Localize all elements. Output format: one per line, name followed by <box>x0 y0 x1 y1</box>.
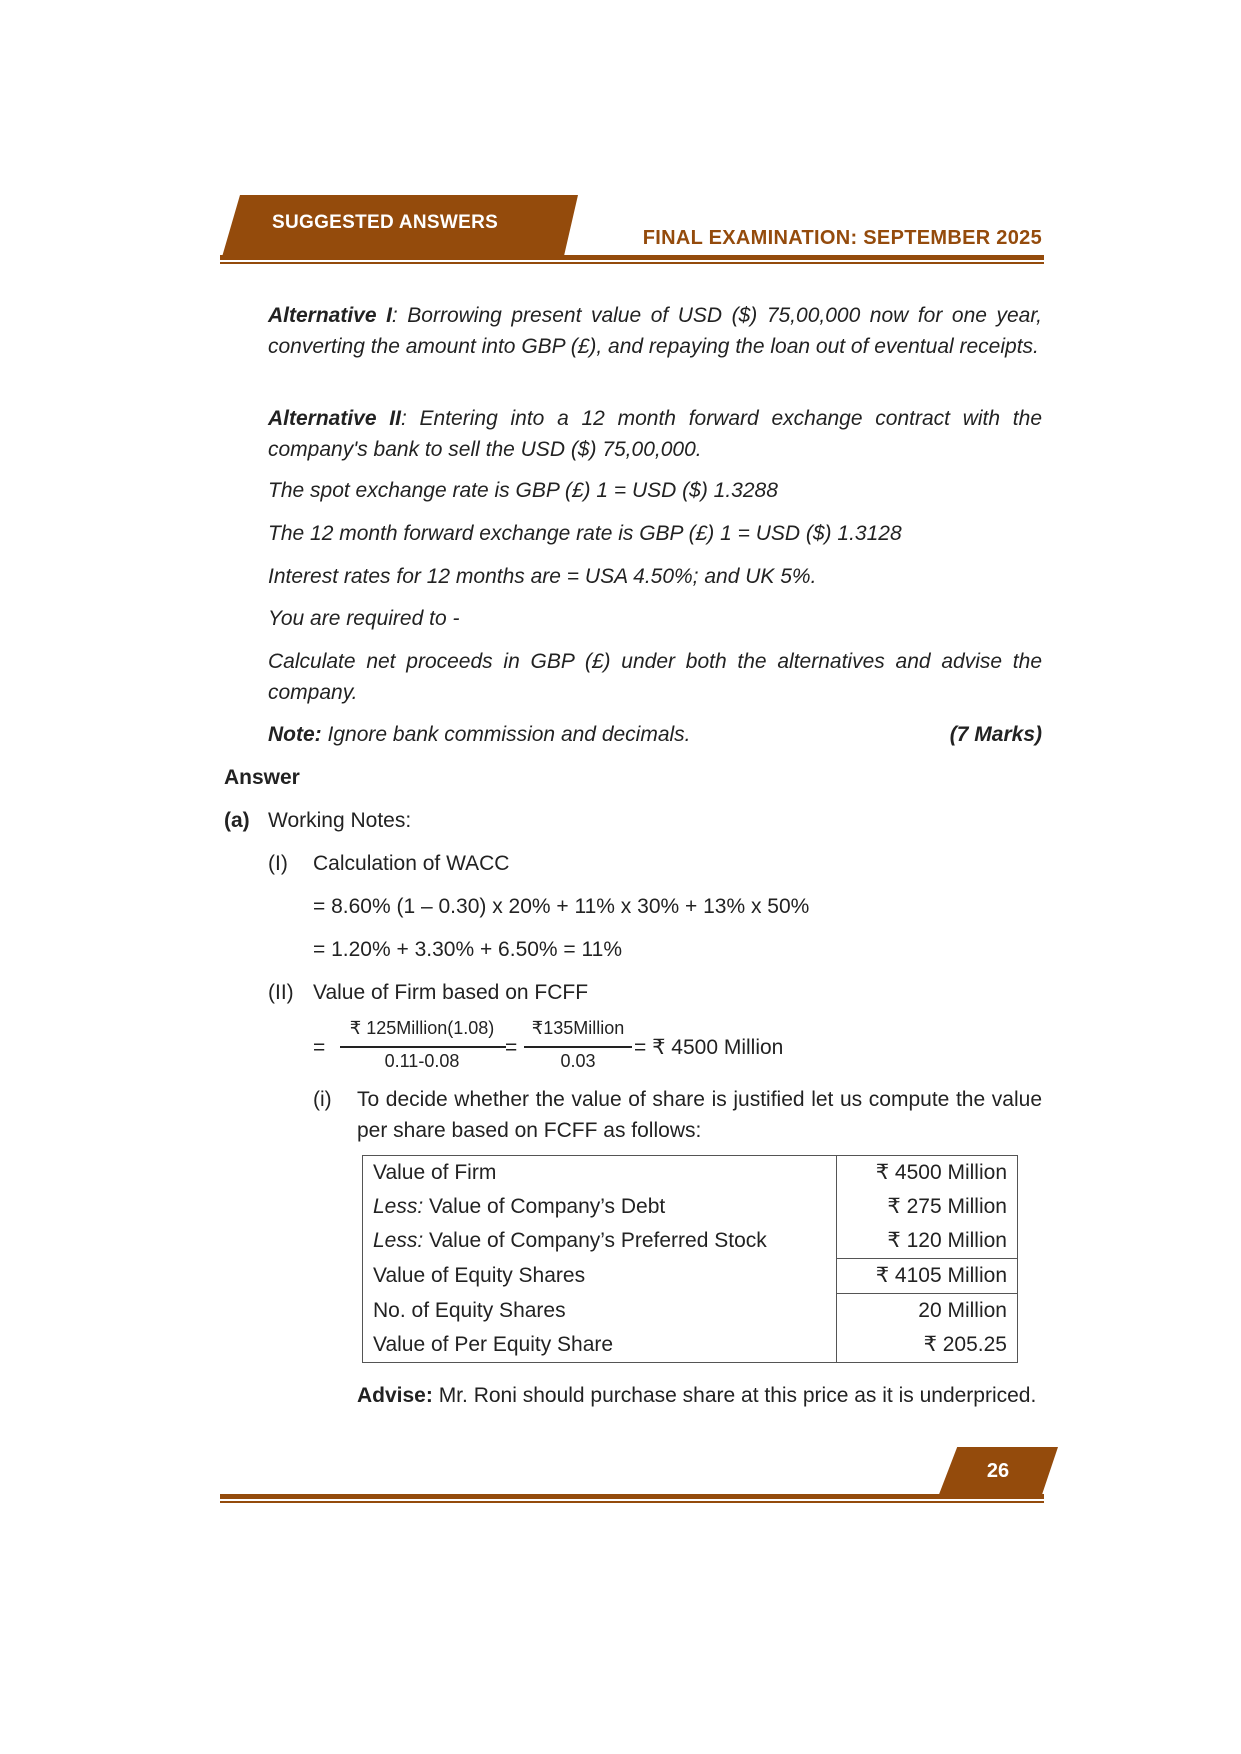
sub-number: (i) <box>313 1088 332 1111</box>
working-notes: Working Notes: <box>268 809 412 832</box>
marks: (7 Marks) <box>949 723 1042 746</box>
fraction-1-bar <box>340 1046 506 1048</box>
header-rule <box>220 255 1044 260</box>
valuation-table <box>362 1155 1018 1363</box>
exam-title: FINAL EXAMINATION: SEPTEMBER 2025 <box>642 227 1042 249</box>
table-cell-amount: ₹ 205.25 <box>837 1328 1018 1363</box>
table-row <box>363 1224 1018 1259</box>
note-label: Note: <box>268 723 322 746</box>
fraction-1-numerator: ₹ 125Million(1.08) <box>349 1018 495 1038</box>
table-row <box>363 1190 1018 1224</box>
spot-rate: The spot exchange rate is GBP (£) 1 = USD ($) 1.3288 <box>268 479 778 502</box>
advise <box>357 1380 1042 1411</box>
part-label: (a) <box>224 809 250 832</box>
alternative-1-text: : Borrowing present value of USD ($) 75,00,000 now for one year, converting the amount into GBP (£), and repaying the loan out of eventual receipts. <box>268 304 1042 358</box>
table-row <box>363 1294 1018 1329</box>
table-row <box>363 1259 1018 1294</box>
wacc-line-1: = 8.60% (1 – 0.30) x 20% + 11% x 30% + 13% x 50% <box>313 895 810 918</box>
required: You are required to - <box>268 607 460 630</box>
header-rule-thin <box>220 262 1044 264</box>
table-cell-amount: ₹ 4105 Million <box>837 1259 1018 1294</box>
table-cell-label: Value of Per Equity Share <box>363 1328 837 1363</box>
table-cell-amount: 20 Million <box>837 1294 1018 1329</box>
table-row <box>363 1328 1018 1363</box>
wacc-title: Calculation of WACC <box>313 852 510 875</box>
alternative-1-label: Alternative I <box>268 304 392 327</box>
fraction-2-bar <box>524 1046 632 1048</box>
forward-rate: The 12 month forward exchange rate is GBP (£) 1 = USD ($) 1.3128 <box>268 522 902 545</box>
table-cell-label: Value of Firm <box>363 1156 837 1191</box>
table-cell-label: No. of Equity Shares <box>363 1294 837 1329</box>
wacc-line-2: = 1.20% + 3.30% + 6.50% = 11% <box>313 938 623 961</box>
table-cell-label: Less: Value of Company’s Debt <box>363 1190 837 1224</box>
formula-result: = ₹ 4500 Million <box>634 1036 784 1059</box>
footer-rule-thin <box>220 1501 1044 1503</box>
fraction-2-numerator: ₹135Million <box>531 1018 625 1038</box>
note <box>268 719 691 750</box>
equals-sign-2: = <box>505 1036 518 1059</box>
fcff-title: Value of Firm based on FCFF <box>313 981 589 1004</box>
fraction-2-denominator: 0.03 <box>560 1051 596 1071</box>
alternative-2 <box>268 403 1042 465</box>
advise-text: Mr. Roni should purchase share at this price as it is underpriced. <box>432 1384 1037 1407</box>
table-cell-label: Less: Value of Company’s Preferred Stock <box>363 1224 837 1259</box>
table-cell-amount: ₹ 120 Million <box>837 1224 1018 1259</box>
advise-label: Advise: <box>357 1384 433 1407</box>
table-cell-label: Value of Equity Shares <box>363 1259 837 1294</box>
table-cell-amount: ₹ 4500 Million <box>837 1156 1018 1191</box>
alternative-2-label: Alternative II <box>268 407 401 430</box>
table-cell-amount: ₹ 275 Million <box>837 1190 1018 1224</box>
footer-rule <box>220 1494 1044 1499</box>
wacc-number: (I) <box>268 852 288 875</box>
answer-heading: Answer <box>224 766 300 789</box>
fraction-1-denominator: 0.11-0.08 <box>384 1051 460 1071</box>
table-row <box>363 1156 1018 1191</box>
alternative-1 <box>268 300 1042 362</box>
header-tab-label: SUGGESTED ANSWERS <box>272 212 499 233</box>
note-text: Ignore bank commission and decimals. <box>321 723 691 746</box>
page-number: 26 <box>986 1460 1010 1482</box>
sub-text: To decide whether the value of share is justified let us compute the value per share based on FCFF as follows: <box>357 1088 1042 1142</box>
fcff-number: (II) <box>268 981 294 1004</box>
task: Calculate net proceeds in GBP (£) under both the alternatives and advise the company. <box>268 650 1042 704</box>
interest-rates: Interest rates for 12 months are = USA 4.50%; and UK 5%. <box>268 565 817 588</box>
alternative-2-text: : Entering into a 12 month forward exchange contract with the company's bank to sell the USD ($) 75,00,000. <box>268 407 1042 461</box>
equals-sign: = <box>313 1036 326 1059</box>
